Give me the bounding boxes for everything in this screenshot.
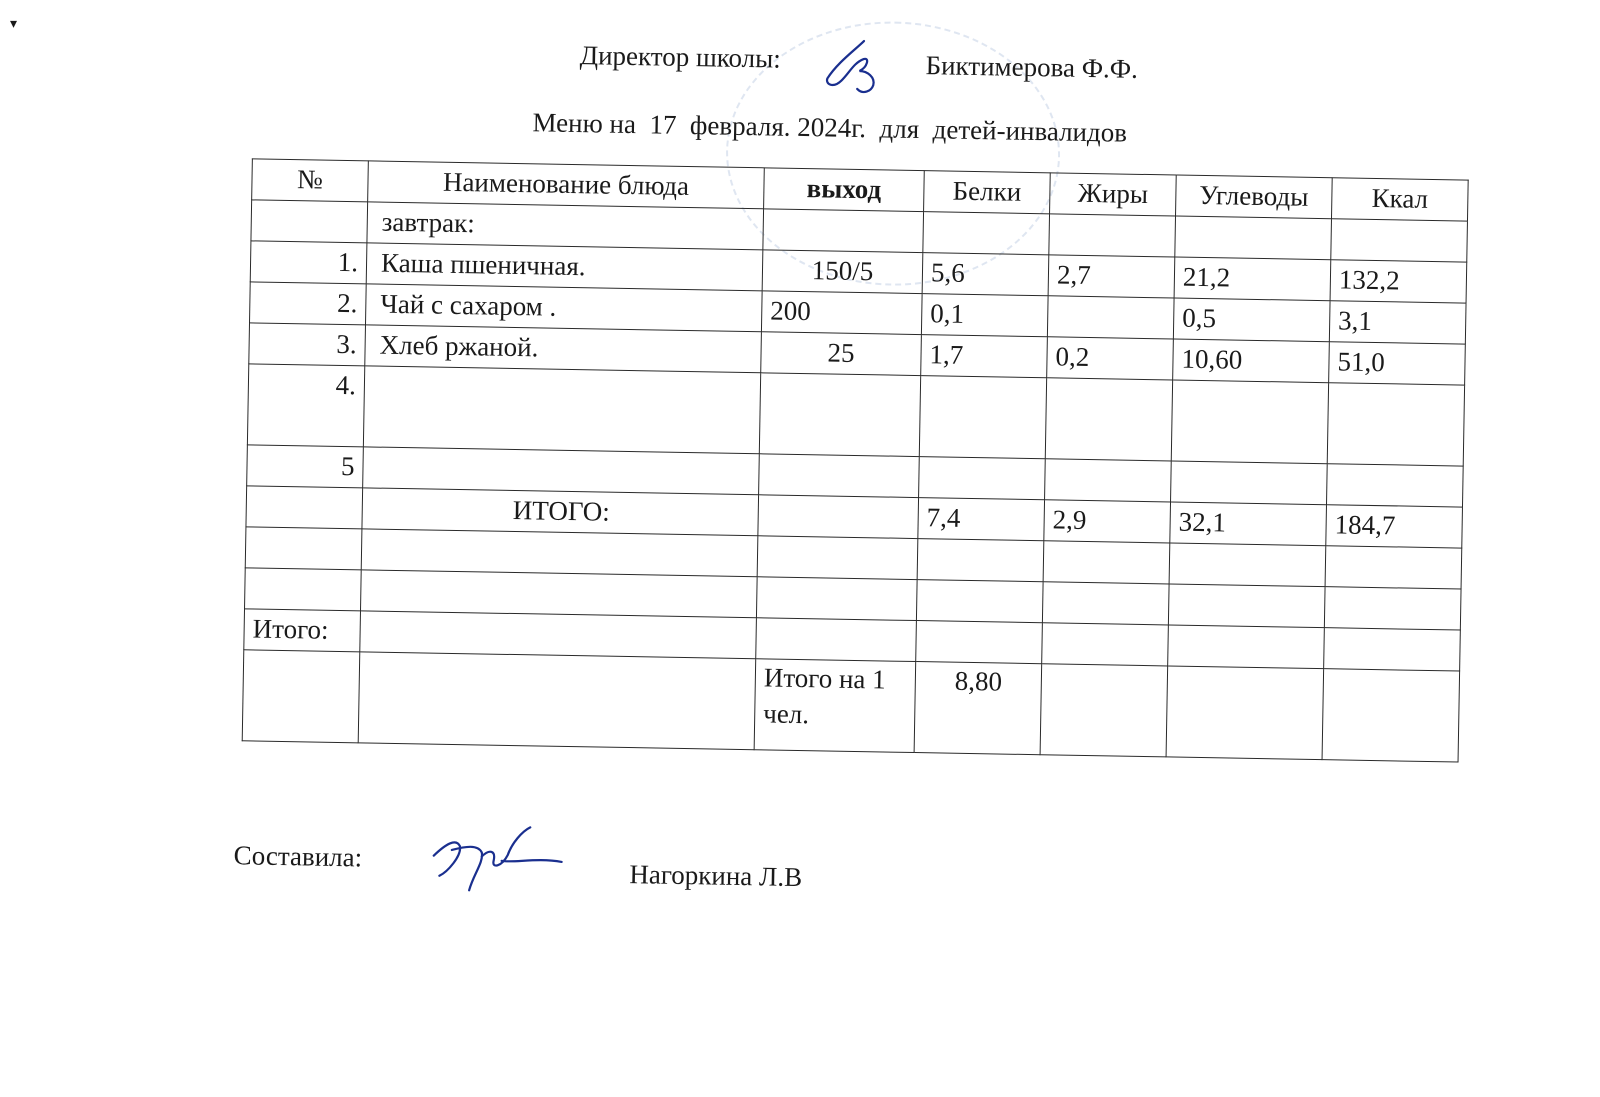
col-header-name: Наименование блюда [368, 161, 765, 209]
corner-mark: ▾ [10, 17, 18, 32]
col-header-num: № [252, 159, 369, 202]
dish-yield [759, 373, 920, 457]
row-num: 5 [247, 445, 364, 488]
total-label: ИТОГО: [362, 488, 759, 536]
dish-kcal [1326, 464, 1463, 507]
dish-fat: 2,7 [1048, 255, 1175, 298]
dish-yield [759, 454, 920, 498]
row-num: 4. [247, 364, 364, 447]
dish-kcal: 51,0 [1329, 342, 1466, 385]
dish-protein [919, 376, 1046, 459]
dish-kcal: 132,2 [1330, 260, 1467, 303]
dish-carbs: 0,5 [1173, 298, 1330, 342]
menu-table [242, 158, 1469, 762]
dish-carbs: 21,2 [1174, 257, 1331, 301]
page-title: Меню на 17 февраля. 2024г. для детей-инвалидов [532, 107, 1128, 148]
composer-label: Составила: [233, 840, 363, 873]
dish-yield: 150/5 [762, 250, 923, 294]
dish-name: Чай с сахаром . [365, 284, 762, 332]
dish-yield: 25 [761, 332, 922, 376]
dish-kcal [1327, 383, 1464, 466]
row-num: 3. [249, 323, 366, 366]
section-label: завтрак: [367, 202, 764, 250]
per-person-label: Итого на 1 чел. [754, 659, 916, 753]
composer-signature-icon [425, 816, 566, 898]
dish-fat [1045, 378, 1172, 461]
dish-name [363, 366, 760, 454]
col-header-yield: выход [764, 168, 925, 212]
dish-protein: 1,7 [921, 335, 1048, 378]
col-header-protein: Белки [924, 171, 1051, 214]
dish-kcal: 3,1 [1329, 301, 1466, 344]
dish-yield: 200 [761, 291, 922, 335]
dish-carbs: 10,60 [1173, 339, 1330, 383]
dish-protein: 5,6 [922, 253, 1049, 296]
total-kcal: 184,7 [1326, 505, 1463, 548]
col-header-carbs: Углеводы [1176, 175, 1333, 219]
dish-carbs [1171, 461, 1328, 505]
director-signature-icon [823, 36, 894, 97]
dish-name [363, 447, 760, 495]
total-protein: 7,4 [918, 498, 1045, 541]
dish-fat: 0,2 [1047, 337, 1174, 380]
dish-fat [1047, 296, 1174, 339]
row-num: 2. [250, 282, 367, 325]
composer-name: Нагоркина Л.В [629, 859, 803, 893]
director-name: Биктимерова Ф.Ф. [925, 50, 1139, 84]
dish-protein [919, 457, 1046, 500]
row-num: 1. [250, 241, 367, 284]
dish-carbs [1171, 380, 1328, 464]
dish-fat [1045, 459, 1172, 502]
dish-name: Каша пшеничная. [366, 243, 763, 291]
total-fat: 2,9 [1044, 500, 1171, 543]
per-person-value: 8,80 [914, 662, 1042, 755]
dish-name: Хлеб ржаной. [365, 325, 762, 373]
col-header-fat: Жиры [1050, 173, 1177, 216]
dish-protein: 0,1 [921, 294, 1048, 337]
total-carbs: 32,1 [1170, 502, 1327, 546]
director-label: Директор школы: [579, 40, 782, 74]
col-header-kcal: Ккал [1331, 178, 1468, 221]
itogo-label: Итого: [244, 609, 361, 652]
